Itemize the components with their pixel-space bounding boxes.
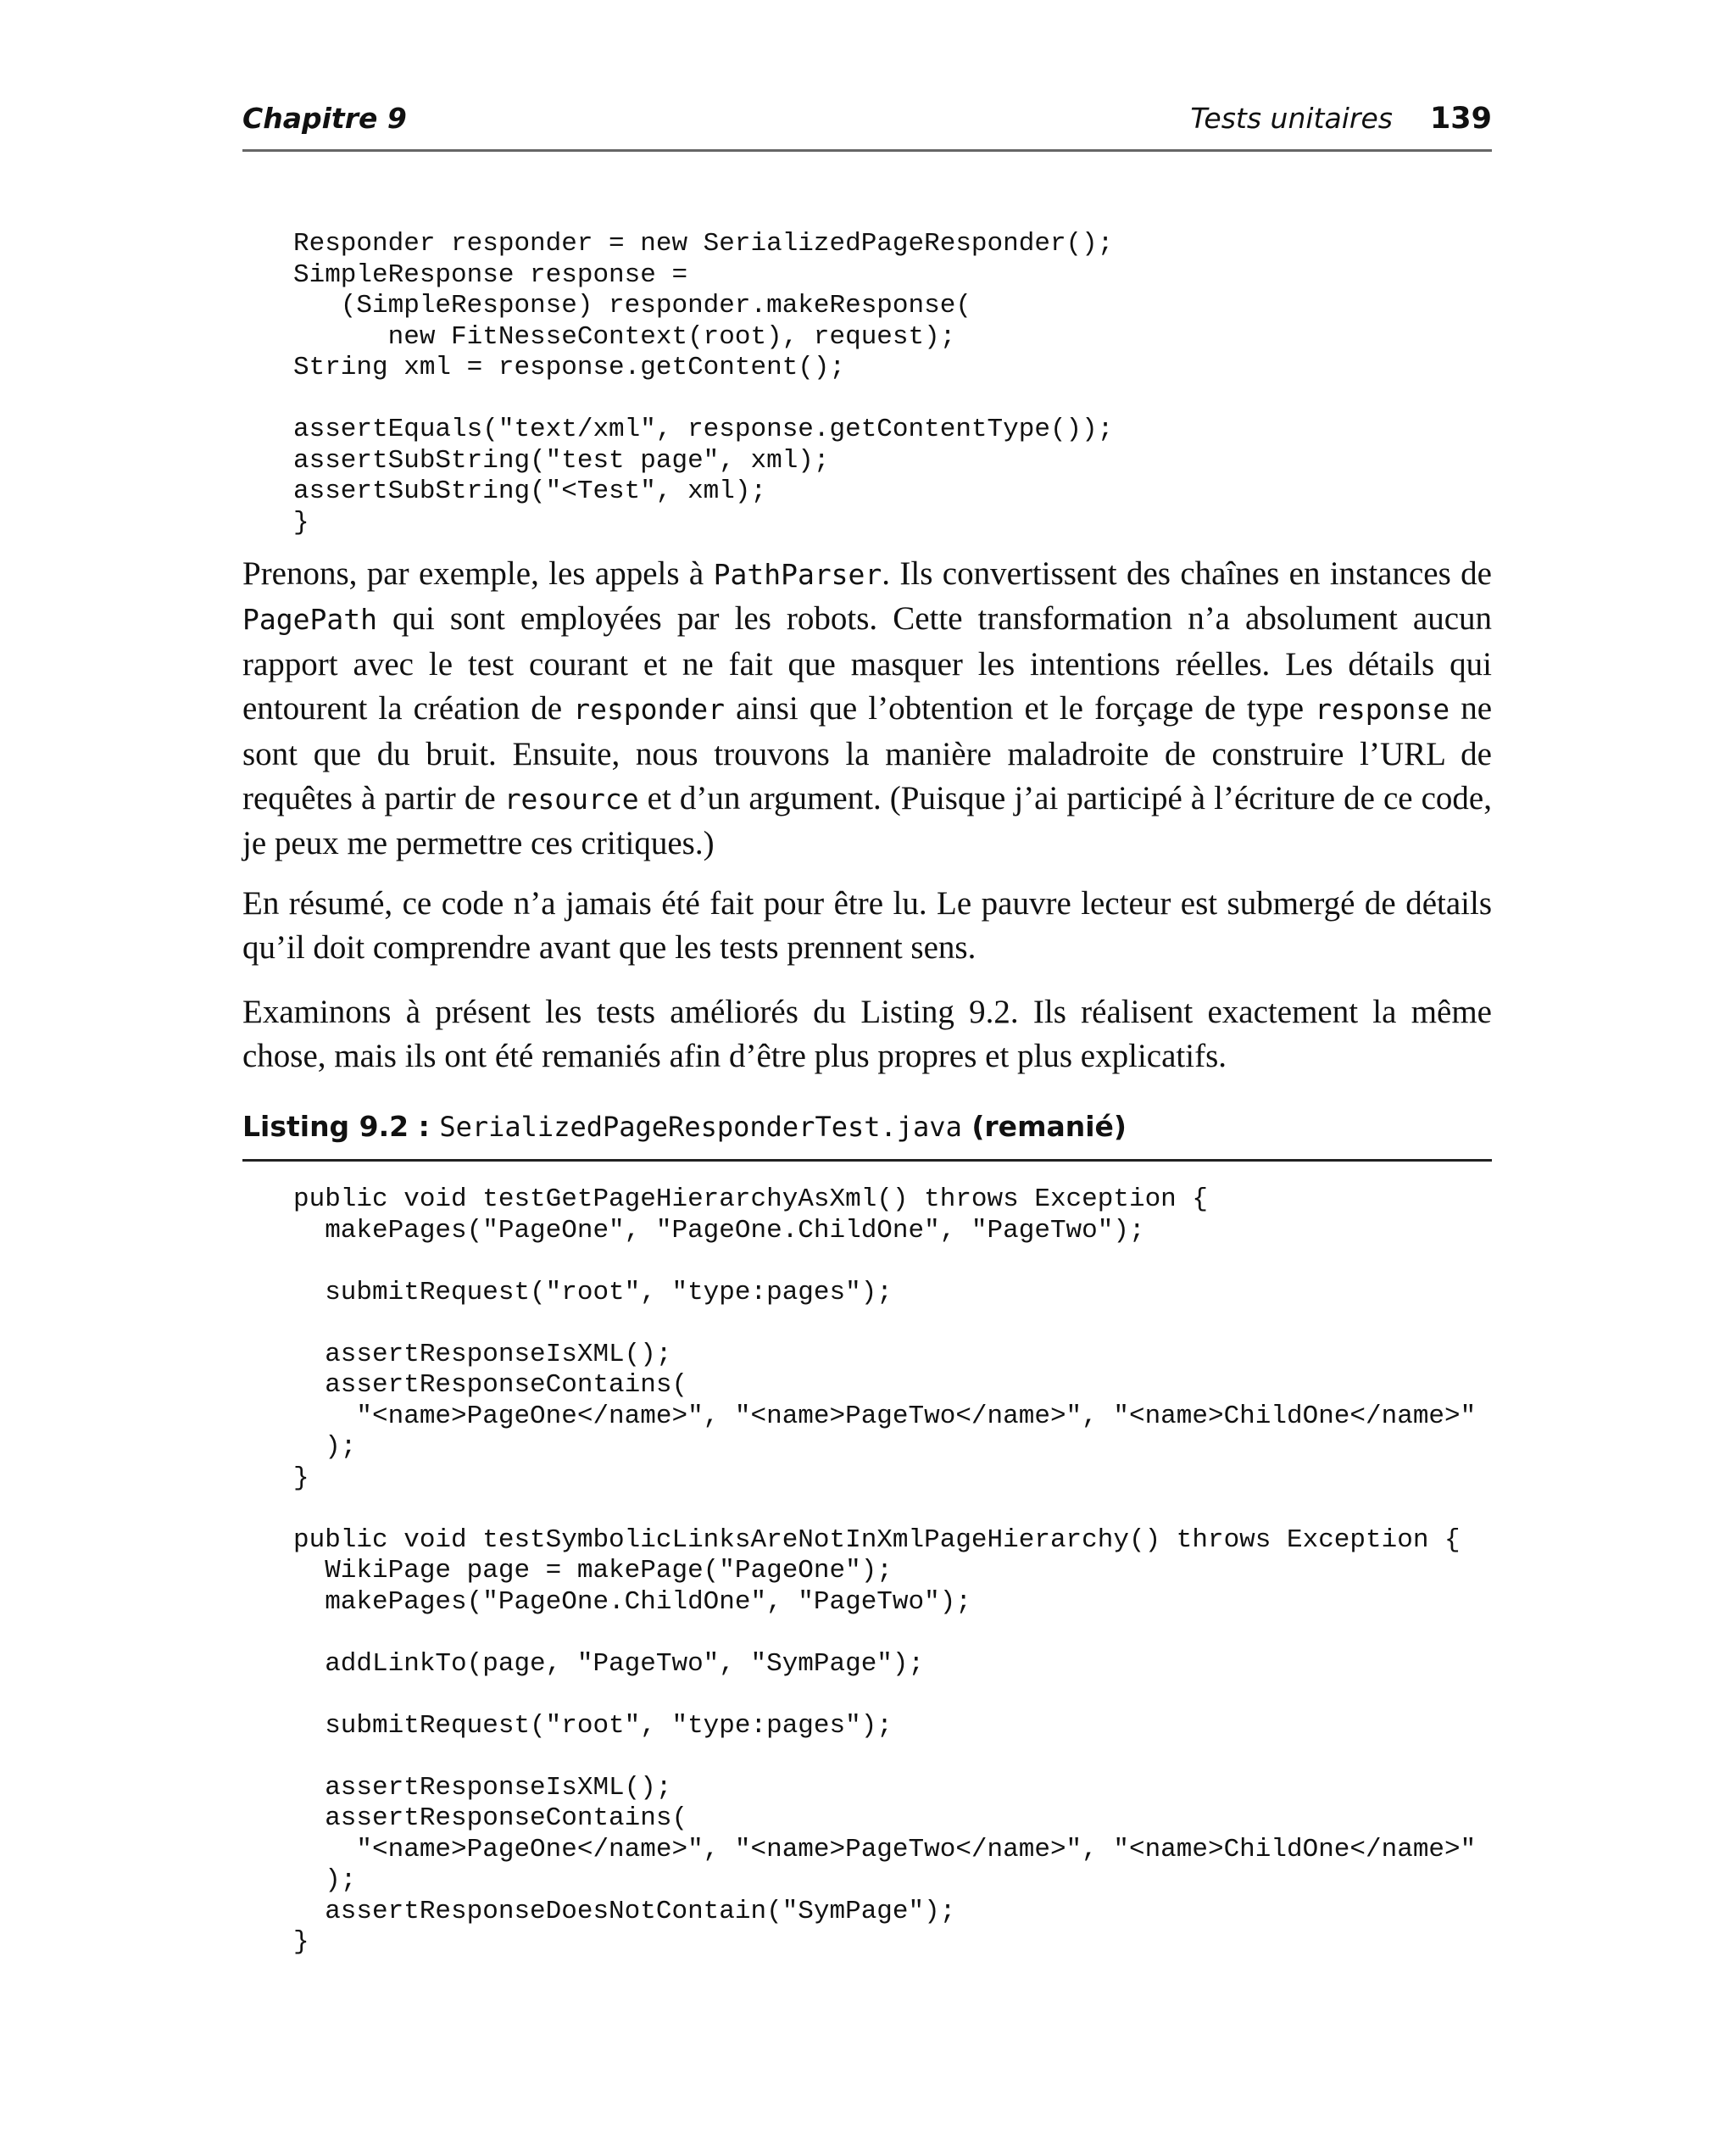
chapter-label: Chapitre 9 bbox=[242, 102, 407, 135]
page-number: 139 bbox=[1429, 102, 1492, 136]
paragraph-summary: En résumé, ce code n’a jamais été fait pour être lu. Le pauvre lecteur est submergé de détails qu’il doit comprendre avant que les tests prennent sens. bbox=[242, 885, 1492, 967]
section-title: Tests unitaires bbox=[1190, 102, 1393, 135]
text-run: ainsi que l’obtention et le forçage de type bbox=[725, 690, 1316, 727]
paragraph-pathparser bbox=[242, 552, 1492, 867]
running-header bbox=[242, 98, 1492, 152]
paragraph-examine: Examinons à présent les tests améliorés du Listing 9.2. Ils réalisent exactement la même chose, mais ils ont été remaniés afin d’être plus propres et plus explicatifs. bbox=[242, 994, 1492, 1075]
text-run: qui sont employées par les robots. Cette transformation n’a absolument aucun rapport avec le test courant et ne fait que masquer les intentions réelles. Les détails qui entourent la création de bbox=[242, 600, 1492, 727]
code-snippet-top: Responder responder = new SerializedPageResponder(); SimpleResponse response = (SimpleResponse) responder.makeResponse( new FitNesseContext(root), request); String xml = response.getContent(); assertEquals("text/xml", response.getContentType()); assertSubString("test page", xml); assertSubString("<Test", xml); } bbox=[293, 229, 1114, 538]
header-right bbox=[1190, 102, 1492, 136]
listing-note: (remanié) bbox=[971, 1110, 1127, 1143]
inline-code-responder: responder bbox=[573, 693, 726, 727]
text-run: ne sont que du bruit. Ensuite, nous trouvons la manière maladroite de construire l’URL de requêtes à partir de bbox=[242, 690, 1492, 817]
listing-filename: SerializedPageResponderTest.java bbox=[439, 1111, 962, 1143]
listing-label: Listing 9.2 : bbox=[242, 1110, 430, 1143]
inline-code-resource: resource bbox=[504, 783, 639, 816]
inline-code-response: response bbox=[1315, 693, 1450, 727]
inline-code-pagepath: PagePath bbox=[242, 603, 377, 637]
text-run: . Ils convertissent des chaînes en instances de bbox=[882, 555, 1492, 592]
text-run: et d’un argument. (Puisque j’ai participé à l’écriture de ce code, je peux me permettre ces critiques.) bbox=[242, 780, 1492, 862]
inline-code-pathparser: PathParser bbox=[713, 558, 882, 591]
listing-caption bbox=[242, 1110, 1492, 1162]
code-listing-9-2: public void testGetPageHierarchyAsXml() throws Exception { makePages("PageOne", "PageOne.ChildOne", "PageTwo"); submitRequest("root", "type:pages"); assertResponseIsXML(); assertResponseContains( "<name>PageOne</name>", "<name>PageTwo</name>", "<name>ChildOne</name>" ); } public void testSymbolicLinksAreNotInXmlPageHierarchy() throws Exception { WikiPage page = makePage("PageOne"); makePages("PageOne.ChildOne", "PageTwo"); addLinkTo(page, "PageTwo", "SymPage"); submitRequest("root", "type:pages"); assertResponseIsXML(); assertResponseContains( "<name>PageOne</name>", "<name>PageTwo</name>", "<name>ChildOne</name>" ); assertResponseDoesNotContain("SymPage"); } bbox=[293, 1184, 1477, 1957]
text-run: Prenons, par exemple, les appels à bbox=[242, 555, 714, 592]
